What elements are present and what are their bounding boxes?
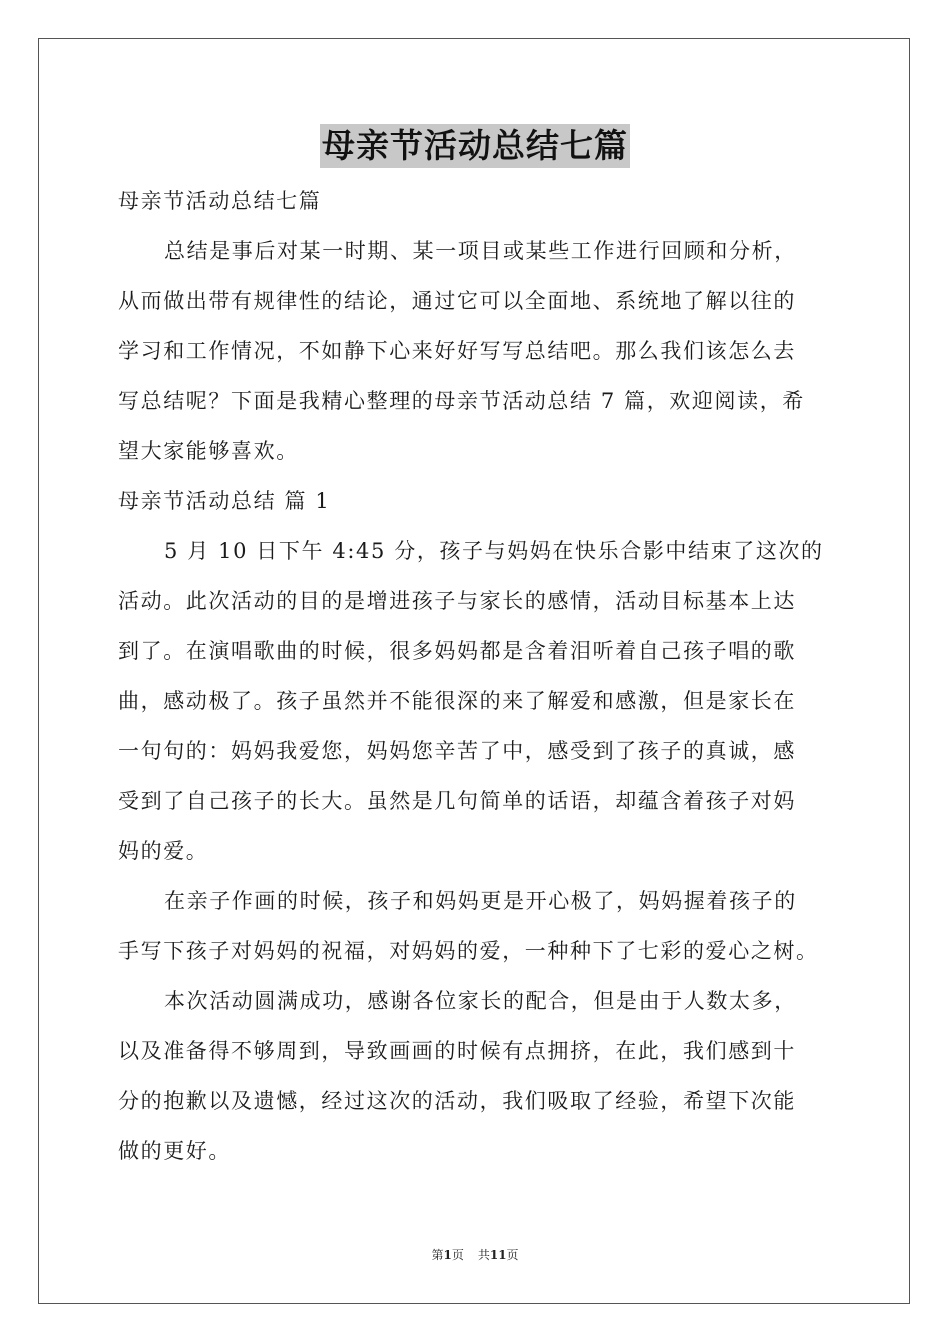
- title-container: [0, 124, 950, 168]
- text-line: 到了。在演唱歌曲的时候，很多妈妈都是含着泪听着自己孩子唱的歌: [118, 639, 796, 663]
- total-suffix: 页: [506, 1248, 519, 1262]
- page-prefix: 第: [431, 1248, 444, 1262]
- text-line: 一句句的：妈妈我爱您，妈妈您辛苦了中，感受到了孩子的真诚，感: [118, 739, 796, 763]
- text-line: 手写下孩子对妈妈的祝福，对妈妈的爱，一种种下了七彩的爱心之树。: [118, 939, 819, 963]
- text-line: 5 月 10 日下午 4:45 分，孩子与妈妈在快乐合影中结束了这次的: [164, 539, 824, 563]
- page-footer: [0, 1246, 950, 1263]
- text-line: 写总结呢？下面是我精心整理的母亲节活动总结 7 篇，欢迎阅读，希: [118, 389, 805, 413]
- text-line: 做的更好。: [118, 1139, 231, 1163]
- text-line: 本次活动圆满成功，感谢各位家长的配合，但是由于人数太多，: [164, 989, 797, 1013]
- text-line: 受到了自己孩子的长大。虽然是几句简单的话语，却蕴含着孩子对妈: [118, 789, 796, 813]
- total-prefix: 共: [477, 1248, 490, 1262]
- document-title: 母亲节活动总结七篇: [320, 124, 630, 168]
- text-line: 从而做出带有规律性的结论，通过它可以全面地、系统地了解以往的: [118, 289, 796, 313]
- text-line: 以及准备得不够周到，导致画画的时候有点拥挤，在此，我们感到十: [118, 1039, 796, 1063]
- text-line: 分的抱歉以及遗憾，经过这次的活动，我们吸取了经验，希望下次能: [118, 1089, 796, 1113]
- text-line: 望大家能够喜欢。: [118, 439, 299, 463]
- page-number: 1: [443, 1248, 452, 1262]
- text-line: 曲，感动极了。孩子虽然并不能很深的来了解爱和感激，但是家长在: [118, 689, 796, 713]
- text-line: 母亲节活动总结 篇 1: [118, 489, 331, 513]
- text-line: 活动。此次活动的目的是增进孩子与家长的感情，活动目标基本上达: [118, 589, 796, 613]
- document-body: [118, 176, 834, 1176]
- text-line: 学习和工作情况，不如静下心来好好写写总结吧。那么我们该怎么去: [118, 339, 796, 363]
- document-subtitle: 母亲节活动总结七篇: [118, 189, 322, 213]
- total-pages: 11: [489, 1248, 507, 1262]
- page-suffix: 页: [451, 1248, 464, 1262]
- text-line: 妈的爱。: [118, 839, 209, 863]
- text-line: 总结是事后对某一时期、某一项目或某些工作进行回顾和分析，: [164, 239, 797, 263]
- text-line: 在亲子作画的时候，孩子和妈妈更是开心极了，妈妈握着孩子的: [164, 889, 797, 913]
